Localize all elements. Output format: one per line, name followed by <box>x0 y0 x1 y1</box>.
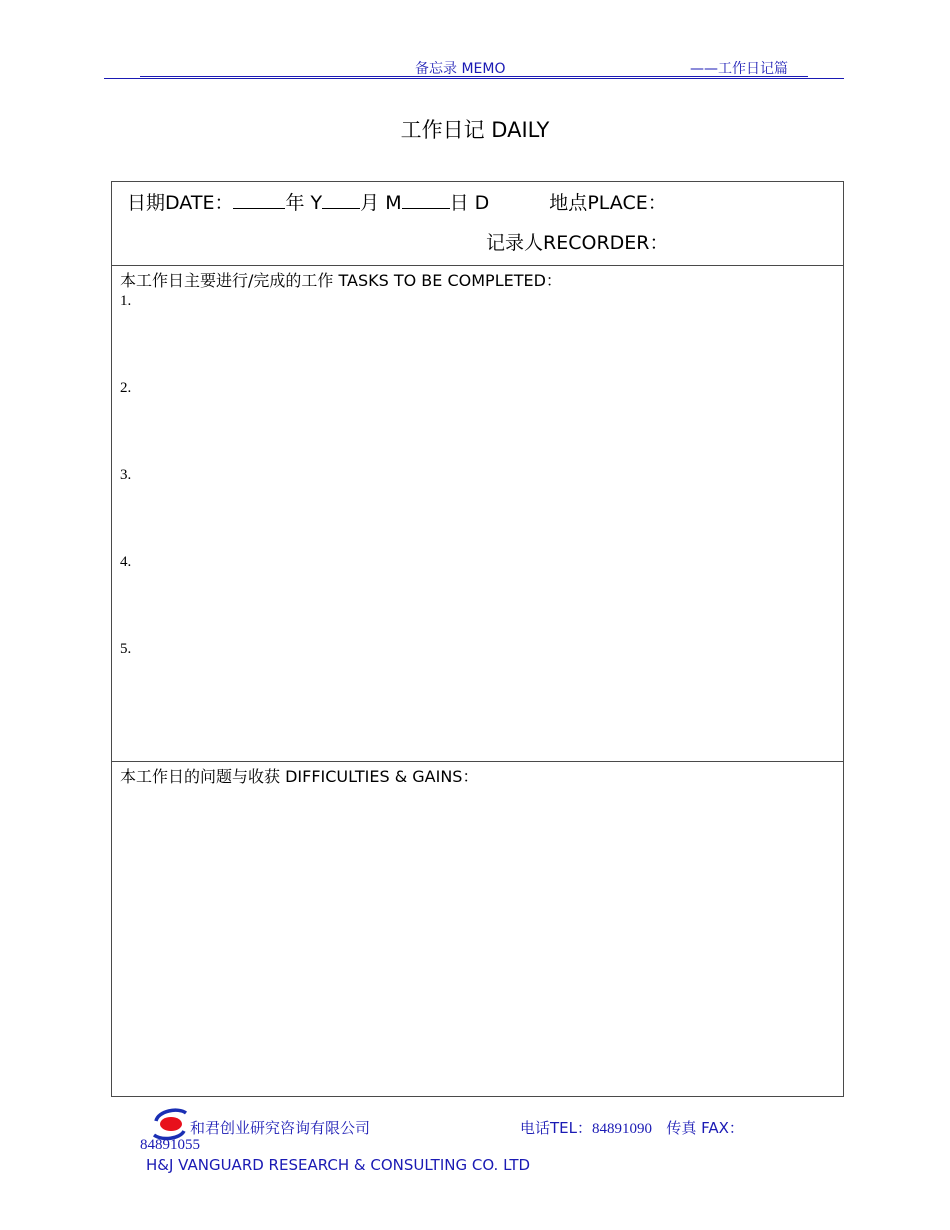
task-number: 4. <box>120 554 132 570</box>
footer-company-cn: 和君创业研究咨询有限公司 <box>190 1121 371 1137</box>
header-section-title: ——工作日记篇 <box>690 61 788 77</box>
task-number: 2. <box>120 380 132 396</box>
page-footer <box>0 1105 950 1185</box>
day-label-cn: 日 <box>449 192 469 214</box>
place-label-cn: 地点 <box>549 192 588 214</box>
page-title: 工作日记 DAILY <box>400 118 550 142</box>
month-label-en: M <box>385 192 402 214</box>
section-divider <box>112 265 843 266</box>
header-memo: 备忘录 MEMO <box>415 61 506 77</box>
year-blank[interactable] <box>233 192 285 209</box>
task-number: 5. <box>120 641 132 657</box>
tel-number: 84891090 <box>592 1121 653 1137</box>
tel-label-cn: 电话 <box>520 1121 551 1137</box>
day-label-en: D <box>474 192 490 214</box>
difficulties-label: 本工作日的问题与收获 DIFFICULTIES & GAINS： <box>120 767 479 786</box>
fax-label-en: FAX： <box>701 1119 744 1137</box>
tasks-label: 本工作日主要进行/完成的工作 TASKS TO BE COMPLETED： <box>120 271 562 290</box>
daily-form <box>111 181 844 1097</box>
recorder-row <box>486 228 668 255</box>
year-label-en: Y <box>310 192 323 214</box>
place-label-en: PLACE： <box>587 192 667 214</box>
month-blank[interactable] <box>322 192 360 209</box>
month-label-cn: 月 <box>360 192 380 214</box>
fax-number: 84891055 <box>140 1137 200 1153</box>
date-label-en: DATE： <box>165 192 234 214</box>
footer-company-en: H&J VANGUARD RESEARCH & CONSULTING CO. LTD <box>146 1156 531 1174</box>
date-label-cn: 日期 <box>127 192 166 214</box>
task-number: 3. <box>120 467 132 483</box>
recorder-label-cn: 记录人 <box>486 232 544 254</box>
date-place-row <box>127 188 667 215</box>
footer-contact <box>520 1117 744 1138</box>
section-divider <box>112 761 843 762</box>
task-number: 1. <box>120 293 132 309</box>
year-label-cn: 年 <box>285 192 305 214</box>
recorder-label-en: RECORDER： <box>543 232 669 254</box>
day-blank[interactable] <box>402 192 450 209</box>
tel-label-en: TEL： <box>550 1119 593 1137</box>
header-rule <box>104 78 844 79</box>
fax-label-cn: 传真 <box>666 1121 697 1137</box>
page-header <box>104 52 844 80</box>
